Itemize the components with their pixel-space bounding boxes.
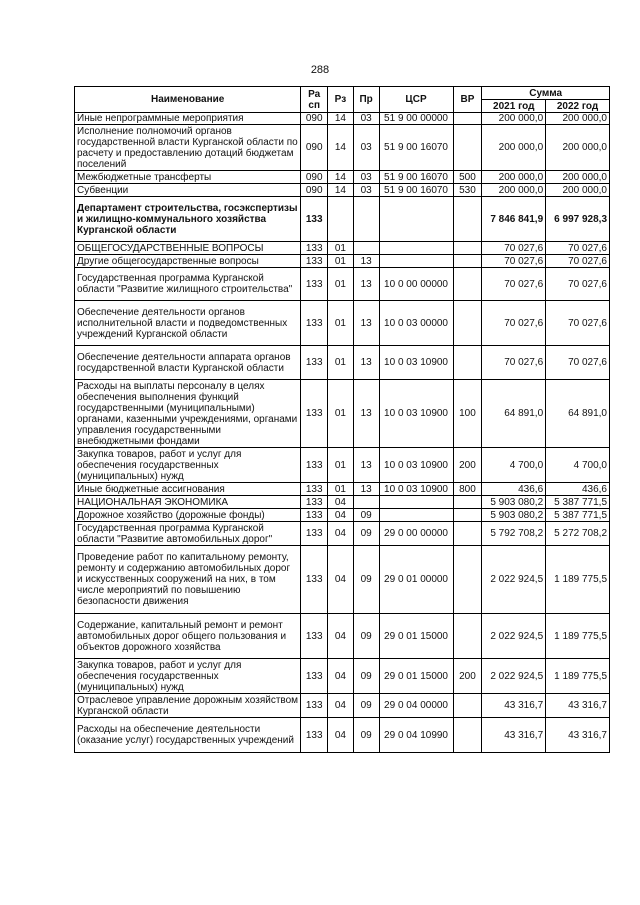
cell-y2022: 43 316,7 <box>546 694 610 718</box>
table-row <box>75 197 610 242</box>
cell-name: Закупка товаров, работ и услуг для обеспечения государственных (муниципальных) нужд <box>75 659 301 694</box>
cell-csr: 10 0 03 10900 <box>379 380 453 448</box>
cell-ra: 133 <box>301 522 328 546</box>
cell-ra: 090 <box>301 171 328 184</box>
cell-csr <box>379 509 453 522</box>
cell-ra: 090 <box>301 125 328 171</box>
table-row <box>75 255 610 268</box>
cell-csr: 10 0 03 10900 <box>379 448 453 483</box>
table-row <box>75 268 610 301</box>
cell-vr <box>453 546 482 614</box>
cell-rz: 04 <box>328 614 354 659</box>
cell-name: Расходы на выплаты персоналу в целях обеспечения выполнения функций государственными (муниципальными) органами, казенными учреждениями, органами управления государственными внебюджетными фондами <box>75 380 301 448</box>
cell-y2022: 1 189 775,5 <box>546 614 610 659</box>
table-row <box>75 546 610 614</box>
cell-csr: 51 9 00 00000 <box>379 113 453 125</box>
cell-name: НАЦИОНАЛЬНАЯ ЭКОНОМИКА <box>75 496 301 509</box>
cell-rz: 04 <box>328 546 354 614</box>
cell-pr: 09 <box>353 522 379 546</box>
cell-y2021: 200 000,0 <box>482 125 546 171</box>
cell-pr: 09 <box>353 509 379 522</box>
cell-pr <box>353 496 379 509</box>
cell-rz: 04 <box>328 522 354 546</box>
cell-vr: 100 <box>453 380 482 448</box>
cell-y2022: 70 027,6 <box>546 242 610 255</box>
cell-pr: 03 <box>353 113 379 125</box>
cell-rz: 01 <box>328 268 354 301</box>
cell-y2021: 70 027,6 <box>482 242 546 255</box>
cell-rz: 01 <box>328 255 354 268</box>
cell-pr: 03 <box>353 184 379 197</box>
cell-csr <box>379 197 453 242</box>
cell-y2021: 200 000,0 <box>482 171 546 184</box>
cell-vr: 200 <box>453 448 482 483</box>
cell-vr <box>453 242 482 255</box>
cell-pr: 03 <box>353 171 379 184</box>
cell-vr <box>453 197 482 242</box>
cell-y2022: 1 189 775,5 <box>546 659 610 694</box>
page-number: 288 <box>310 64 330 76</box>
table-row <box>75 125 610 171</box>
cell-y2022: 200 000,0 <box>546 184 610 197</box>
table-row <box>75 718 610 753</box>
cell-vr <box>453 301 482 346</box>
cell-pr: 09 <box>353 659 379 694</box>
cell-csr: 29 0 01 15000 <box>379 659 453 694</box>
cell-csr: 29 0 01 15000 <box>379 614 453 659</box>
cell-rz: 04 <box>328 718 354 753</box>
cell-vr <box>453 255 482 268</box>
header-ra: Ра сп <box>301 87 328 113</box>
cell-y2021: 4 700,0 <box>482 448 546 483</box>
cell-y2022: 1 189 775,5 <box>546 546 610 614</box>
cell-name: Иные непрограммные мероприятия <box>75 113 301 125</box>
cell-y2022: 5 387 771,5 <box>546 496 610 509</box>
cell-ra: 133 <box>301 380 328 448</box>
table-row <box>75 113 610 125</box>
cell-ra: 133 <box>301 448 328 483</box>
cell-pr: 09 <box>353 614 379 659</box>
cell-name: Государственная программа Курганской области "Развитие автомобильных дорог" <box>75 522 301 546</box>
table-row <box>75 483 610 496</box>
cell-vr <box>453 694 482 718</box>
cell-y2021: 43 316,7 <box>482 694 546 718</box>
cell-name: ОБЩЕГОСУДАРСТВЕННЫЕ ВОПРОСЫ <box>75 242 301 255</box>
cell-vr <box>453 268 482 301</box>
cell-ra: 133 <box>301 614 328 659</box>
cell-ra: 133 <box>301 255 328 268</box>
header-2021: 2021 год <box>482 100 546 113</box>
cell-y2021: 5 903 080,2 <box>482 509 546 522</box>
cell-y2022: 200 000,0 <box>546 125 610 171</box>
cell-y2022: 70 027,6 <box>546 346 610 380</box>
cell-vr <box>453 113 482 125</box>
cell-csr: 29 0 01 00000 <box>379 546 453 614</box>
cell-csr: 10 0 03 10900 <box>379 483 453 496</box>
cell-csr <box>379 242 453 255</box>
cell-ra: 133 <box>301 346 328 380</box>
cell-y2021: 200 000,0 <box>482 184 546 197</box>
cell-y2022: 70 027,6 <box>546 255 610 268</box>
cell-name: Отраслевое управление дорожным хозяйством Курганской области <box>75 694 301 718</box>
cell-name: Обеспечение деятельности органов исполнительной власти и подведомственных учреждений Курганской области <box>75 301 301 346</box>
cell-pr: 13 <box>353 448 379 483</box>
cell-y2022: 200 000,0 <box>546 113 610 125</box>
cell-name: Субвенции <box>75 184 301 197</box>
cell-csr <box>379 496 453 509</box>
cell-vr <box>453 125 482 171</box>
table-body <box>75 113 610 753</box>
cell-name: Исполнение полномочий органов государственной власти Курганской области по расчету и предоставлению дотаций бюджетам поселений <box>75 125 301 171</box>
cell-y2021: 5 903 080,2 <box>482 496 546 509</box>
cell-rz: 04 <box>328 659 354 694</box>
cell-rz: 04 <box>328 496 354 509</box>
table-row <box>75 659 610 694</box>
table-row <box>75 694 610 718</box>
cell-rz: 14 <box>328 184 354 197</box>
cell-y2021: 70 027,6 <box>482 268 546 301</box>
cell-csr: 10 0 00 00000 <box>379 268 453 301</box>
cell-ra: 133 <box>301 694 328 718</box>
cell-csr: 51 9 00 16070 <box>379 184 453 197</box>
cell-rz: 14 <box>328 113 354 125</box>
cell-name: Обеспечение деятельности аппарата органов государственной власти Курганской области <box>75 346 301 380</box>
cell-y2021: 5 792 708,2 <box>482 522 546 546</box>
cell-y2021: 70 027,6 <box>482 255 546 268</box>
cell-y2021: 200 000,0 <box>482 113 546 125</box>
cell-y2021: 2 022 924,5 <box>482 546 546 614</box>
cell-vr: 200 <box>453 659 482 694</box>
cell-ra: 133 <box>301 268 328 301</box>
cell-pr: 13 <box>353 301 379 346</box>
cell-ra: 133 <box>301 546 328 614</box>
cell-ra: 133 <box>301 242 328 255</box>
header-2022: 2022 год <box>546 100 610 113</box>
cell-pr: 13 <box>353 268 379 301</box>
header-name: Наименование <box>75 87 301 113</box>
cell-name: Другие общегосударственные вопросы <box>75 255 301 268</box>
cell-name: Содержание, капитальный ремонт и ремонт автомобильных дорог общего пользования и объектов дорожного хозяйства <box>75 614 301 659</box>
cell-name: Дорожное хозяйство (дорожные фонды) <box>75 509 301 522</box>
cell-pr: 13 <box>353 346 379 380</box>
table-row <box>75 184 610 197</box>
cell-y2022: 64 891,0 <box>546 380 610 448</box>
cell-rz <box>328 197 354 242</box>
table-row <box>75 242 610 255</box>
cell-y2021: 64 891,0 <box>482 380 546 448</box>
cell-ra: 133 <box>301 718 328 753</box>
header-pr: Пр <box>353 87 379 113</box>
cell-name: Межбюджетные трансферты <box>75 171 301 184</box>
cell-rz: 01 <box>328 448 354 483</box>
cell-y2021: 43 316,7 <box>482 718 546 753</box>
cell-vr: 500 <box>453 171 482 184</box>
cell-name: Расходы на обеспечение деятельности (оказание услуг) государственных учреждений <box>75 718 301 753</box>
cell-pr: 09 <box>353 694 379 718</box>
cell-y2022: 6 997 928,3 <box>546 197 610 242</box>
cell-y2022: 200 000,0 <box>546 171 610 184</box>
cell-csr: 29 0 00 00000 <box>379 522 453 546</box>
cell-rz: 01 <box>328 380 354 448</box>
cell-y2022: 436,6 <box>546 483 610 496</box>
cell-rz: 14 <box>328 125 354 171</box>
cell-name: Иные бюджетные ассигнования <box>75 483 301 496</box>
cell-pr <box>353 197 379 242</box>
cell-pr: 13 <box>353 380 379 448</box>
table-row <box>75 509 610 522</box>
cell-y2022: 5 272 708,2 <box>546 522 610 546</box>
cell-csr: 51 9 00 16070 <box>379 171 453 184</box>
cell-vr <box>453 522 482 546</box>
cell-csr: 10 0 03 00000 <box>379 301 453 346</box>
cell-vr: 530 <box>453 184 482 197</box>
header-vr: ВР <box>453 87 482 113</box>
cell-pr <box>353 242 379 255</box>
cell-vr <box>453 346 482 380</box>
cell-pr: 13 <box>353 255 379 268</box>
budget-table <box>74 86 610 753</box>
cell-y2021: 436,6 <box>482 483 546 496</box>
table-row <box>75 496 610 509</box>
cell-csr: 51 9 00 16070 <box>379 125 453 171</box>
table-row <box>75 380 610 448</box>
cell-ra: 133 <box>301 509 328 522</box>
cell-ra: 133 <box>301 197 328 242</box>
cell-pr: 09 <box>353 546 379 614</box>
table-row <box>75 301 610 346</box>
cell-y2022: 70 027,6 <box>546 268 610 301</box>
table-row <box>75 522 610 546</box>
cell-rz: 01 <box>328 483 354 496</box>
cell-y2022: 5 387 771,5 <box>546 509 610 522</box>
cell-pr: 13 <box>353 483 379 496</box>
cell-y2022: 43 316,7 <box>546 718 610 753</box>
cell-y2021: 2 022 924,5 <box>482 659 546 694</box>
cell-rz: 14 <box>328 171 354 184</box>
cell-rz: 01 <box>328 301 354 346</box>
cell-rz: 04 <box>328 694 354 718</box>
cell-ra: 133 <box>301 301 328 346</box>
cell-rz: 01 <box>328 242 354 255</box>
header-csr: ЦСР <box>379 87 453 113</box>
cell-y2021: 7 846 841,9 <box>482 197 546 242</box>
cell-csr: 29 0 04 10990 <box>379 718 453 753</box>
cell-pr: 03 <box>353 125 379 171</box>
table-row <box>75 171 610 184</box>
cell-y2022: 4 700,0 <box>546 448 610 483</box>
header-sum: Сумма <box>482 87 610 100</box>
cell-rz: 04 <box>328 509 354 522</box>
cell-ra: 133 <box>301 659 328 694</box>
header-rz: Рз <box>328 87 354 113</box>
cell-name: Закупка товаров, работ и услуг для обеспечения государственных (муниципальных) нужд <box>75 448 301 483</box>
cell-y2022: 70 027,6 <box>546 301 610 346</box>
cell-vr <box>453 718 482 753</box>
cell-y2021: 70 027,6 <box>482 301 546 346</box>
cell-vr <box>453 509 482 522</box>
cell-ra: 133 <box>301 483 328 496</box>
cell-name: Государственная программа Курганской области "Развитие жилищного строительства" <box>75 268 301 301</box>
cell-y2021: 2 022 924,5 <box>482 614 546 659</box>
cell-csr: 10 0 03 10900 <box>379 346 453 380</box>
cell-name: Департамент строительства, госэкспертизы и жилищно-коммунального хозяйства Курганской области <box>75 197 301 242</box>
cell-pr: 09 <box>353 718 379 753</box>
cell-vr <box>453 496 482 509</box>
cell-csr: 29 0 04 00000 <box>379 694 453 718</box>
cell-ra: 090 <box>301 184 328 197</box>
cell-vr: 800 <box>453 483 482 496</box>
cell-rz: 01 <box>328 346 354 380</box>
cell-ra: 090 <box>301 113 328 125</box>
table-row <box>75 614 610 659</box>
cell-vr <box>453 614 482 659</box>
cell-ra: 133 <box>301 496 328 509</box>
cell-y2021: 70 027,6 <box>482 346 546 380</box>
table-row <box>75 346 610 380</box>
table-row <box>75 448 610 483</box>
cell-csr <box>379 255 453 268</box>
cell-name: Проведение работ по капитальному ремонту, ремонту и содержанию автомобильных дорог и искусственных сооружений на них, в том числе мероприятий по повышению безопасности движения <box>75 546 301 614</box>
